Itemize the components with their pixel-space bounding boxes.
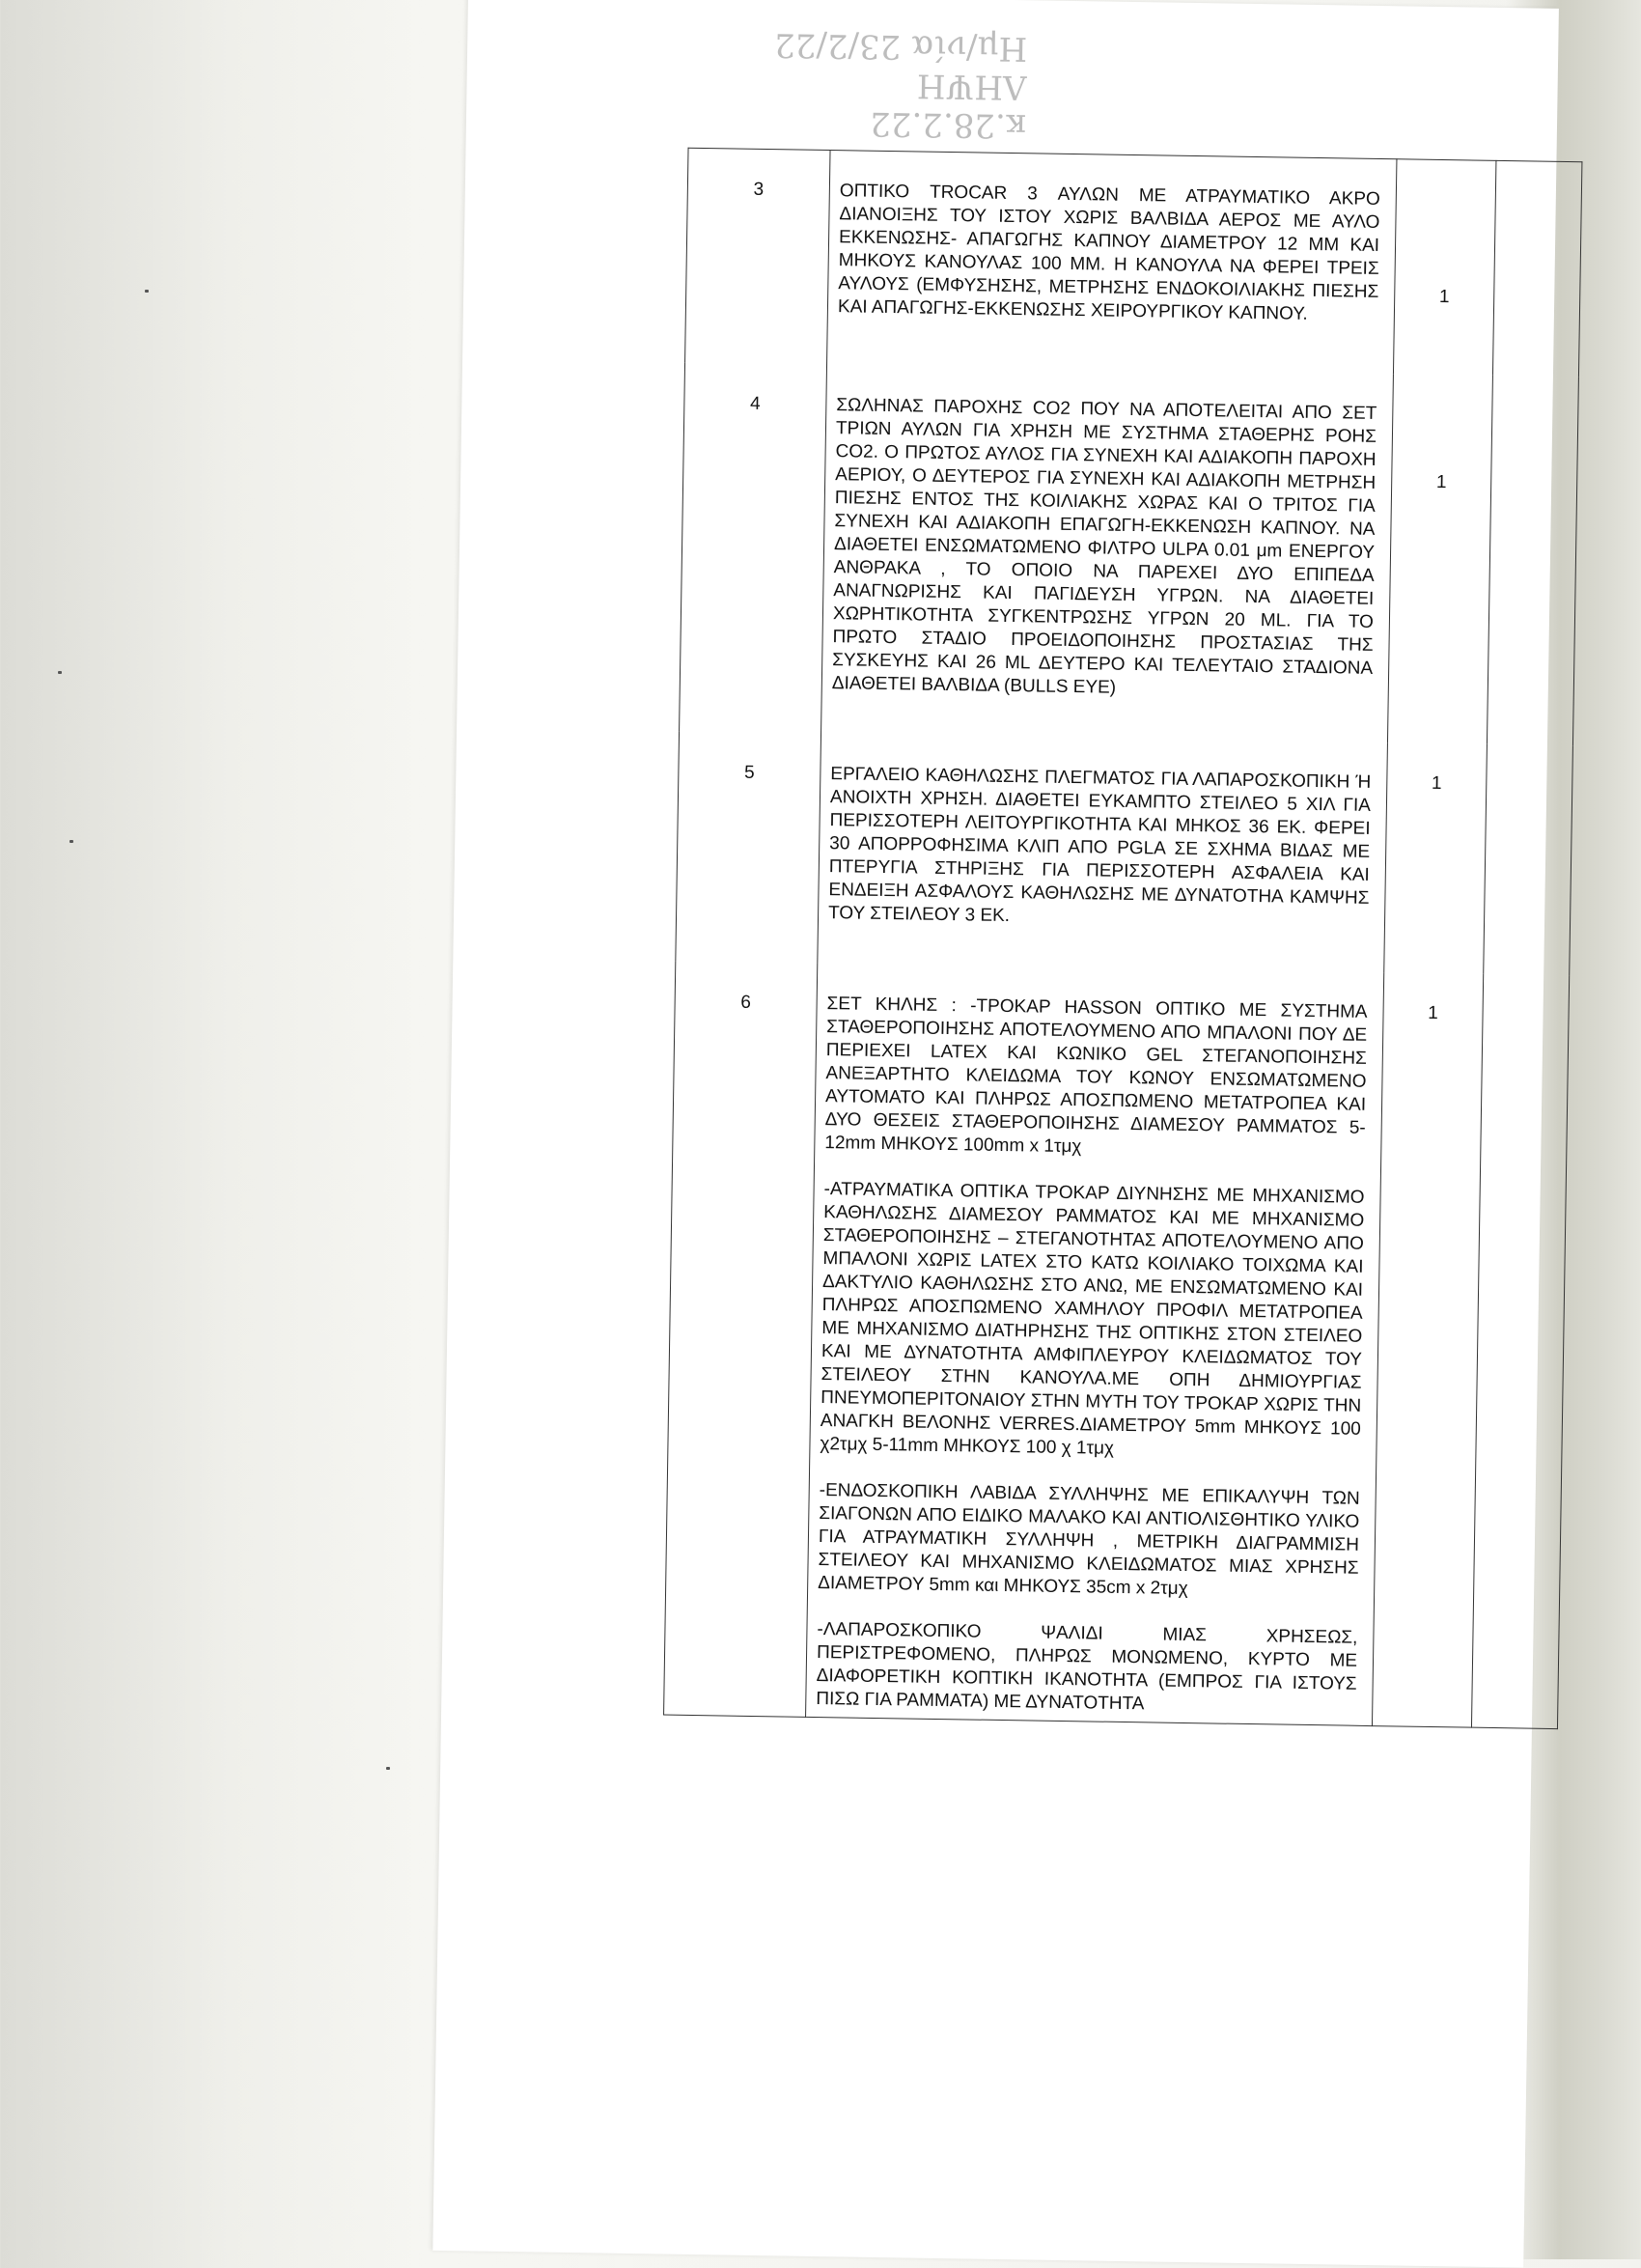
- item-number: 5: [676, 732, 821, 964]
- description-paragraph: ΣΕΤ ΚΗΛΗΣ : -ΤΡΟΚΑΡ HASSON ΟΠΤΙΚΟ ΜΕ ΣΥΣΤΗΜΑ ΣΤΑΘΕΡΟΠΟΙΗΣΗΣ ΑΠΟΤΕΛΟΥΜΕΝΟ ΑΠΟ ΜΠΑΛΟΝΙ ΠΟΥ ΔΕ ΠΕΡΙΕΧΕΙ LATEX ΚΑΙ ΚΩΝΙΚΟ GEL ΣΤΕΓΑΝΟΠΟΙΗΣΗΣ ΑΝΕΞΑΡΤΗΤΟ ΚΛΕΙΔΩΜΑ ΤΟΥ ΚΩΝΟΥ ΕΝΣΩΜΑΤΩΜΕΝΟ ΑΥΤΟΜΑΤΟ ΚΑΙ ΠΛΗΡΩΣ ΑΠΟΣΠΩΜΕΝΟ ΜΕΤΑΤΡΟΠΕΑ ΚΑΙ ΔΥΟ ΘΕΣΕΙΣ ΣΤΑΘΕΡΟΠΟΙΗΣΗΣ ΔΙΑΜΕΣΟΥ ΡΑΜΜΑΤΟΣ 5-12mm ΜΗΚΟΥΣ 100mm x 1τμχ: [824, 994, 1368, 1158]
- empty-column: [1471, 974, 1569, 1729]
- item-quantity: 1: [1393, 159, 1495, 376]
- scan-speck: [386, 1767, 390, 1770]
- handwritten-note: [775, 15, 1028, 145]
- empty-column: [1484, 744, 1573, 975]
- description-paragraph: ΕΡΓΑΛΕΙΟ ΚΑΘΗΛΩΣΗΣ ΠΛΕΓΜΑΤΟΣ ΓΙΑ ΛΑΠΑΡΟΣΚΟΠΙΚΗ Ή ΑΝΟΙΧΤΗ ΧΡΗΣΗ. ΔΙΑΘΕΤΕΙ ΕΥΚΑΜΠΤΟ ΣΤΕΙΛΕΟ 5 ΧΙΛ ΓΙΑ ΠΕΡΙΣΣΟΤΕΡΗ ΛΕΙΤΟΥΡΓΙΚΟΤΗΤΑ ΚΑΙ ΜΗΚΟΣ 36 ΕΚ. ΦΕΡΕΙ 30 ΑΠΟΡΡΟΦΗΣΙΜΑ ΚΛΙΠ ΑΠΟ PGLA ΣΕ ΣΧΗΜΑ ΒΙΔΑΣ ΜΕ ΠΤΕΡΥΓΙΑ ΣΤΗΡΙΞΗΣ ΓΙΑ ΠΕΡΙΣΣΟΤΕΡΗ ΑΣΦΑΛΕΙΑ ΚΑΙ ΕΝΔΕΙΞΗ ΑΣΦΑΛΟΥΣ ΚΑΘΗΛΩΣΗΣ ΜΕ ΔΥΝΑΤΟΤΗΑ ΚΑΜΨΗΣ ΤΟΥ ΣΤΕΙΛΕΟΥ 3 ΕΚ.: [827, 764, 1372, 927]
- table-row: [680, 363, 1579, 745]
- table-row: [685, 148, 1582, 377]
- handwritten-line: Ημ/νία 23/2/22: [773, 25, 1028, 69]
- scan-speck: [70, 840, 73, 843]
- scan-speck: [58, 671, 62, 674]
- handwritten-line: ΛΗΨΗ: [916, 66, 1027, 107]
- specification-table: [663, 148, 1582, 1729]
- description-paragraph: -ΑΤΡΑΥΜΑΤΙΚΑ ΟΠΤΙΚΑ ΤΡΟΚΑΡ ΔΙΥΝΗΣΗΣ ΜΕ ΜΗΧΑΝΙΣΜΟ ΚΑΘΗΛΩΣΗΣ ΔΙΑΜΕΣΟΥ ΡΑΜΜΑΤΟΣ ΚΑΙ ΜΕ ΜΗΧΑΝΙΣΜΟ ΣΤΑΘΕΡΟΠΟΙΗΣΗΣ – ΣΤΕΓΑΝΟΤΗΤΑΣ ΑΠΟΤΕΛΟΥΜΕΝΟ ΑΠΟ ΜΠΑΛΟΝΙ ΧΩΡΙΣ LATEX ΣΤΟ ΚΑΤΩ ΚΟΙΛΙΑΚΟ ΤΟΙΧΩΜΑ ΚΑΙ ΔΑΚΤΥΛΙΟ ΚΑΘΗΛΩΣΗΣ ΣΤΟ ΑΝΩ, ΜΕ ΕΝΣΩΜΑΤΩΜΕΝΟ ΚΑΙ ΠΛΗΡΩΣ ΑΠΟΣΠΩΜΕΝΟ ΧΑΜΗΛΟΥ ΠΡΟΦΙΛ ΜΕΤΑΤΡΟΠΕΑ ΜΕ ΜΗΧΑΝΙΣΜΟ ΔΙΑΤΗΡΗΣΗΣ ΤΗΣ ΟΠΤΙΚΗΣ ΣΤΟΝ ΣΤΕΙΛΕΟ ΚΑΙ ΜΕ ΔΥΝΑΤΟΤΗΤΑ ΑΜΦΙΠΛΕΥΡΟΥ ΚΛΕΙΔΩΜΑΤΟΣ ΤΟΥ ΣΤΕΙΛΕΟΥ ΣΤΗΝ ΚΑΝΟΥΛΑ.ΜΕ ΟΠΗ ΔΗΜΙΟΥΡΓΙΑΣ ΠΝΕΥΜΟΠΕΡΙΤΟΝΑΙΟΥ ΣΤΗΝ ΜΥΤΗ ΤΟΥ ΤΡΟΚΑΡ ΧΩΡΙΣ ΤΗΝ ΑΝΑΓΚΗ ΒΕΛΟΝΗΣ VERRES.ΔΙΑΜΕΤΡΟΥ 5mm ΜΗΚΟΥΣ 100 χ2τμχ 5-11mm ΜΗΚΟΥΣ 100 χ 1τμχ: [820, 1179, 1365, 1459]
- table-row: [676, 732, 1573, 976]
- item-number: 3: [685, 148, 830, 365]
- scan-speck: [145, 290, 149, 293]
- empty-column: [1487, 376, 1578, 745]
- item-number: 6: [664, 962, 818, 1718]
- item-quantity: 1: [1372, 972, 1483, 1727]
- empty-column: [1492, 160, 1581, 377]
- table-row: [664, 962, 1570, 1729]
- item-quantity: 1: [1387, 374, 1492, 744]
- item-description: [827, 151, 1397, 375]
- item-description: [806, 964, 1384, 1726]
- description-paragraph: ΟΠΤΙΚΟ TROCAR 3 ΑΥΛΩΝ ΜΕ ΑΤΡΑΥΜΑΤΙΚΟ ΑΚΡΟ ΔΙΑΝΟΙΞΗΣ ΤΟΥ ΙΣΤΟΥ ΧΩΡΙΣ ΒΑΛΒΙΔΑ ΑΕΡΟΣ ΜΕ ΑΥΛΟ ΕΚΚΕΝΩΣΗΣ- ΑΠΑΓΩΓΗΣ ΚΑΠΝΟΥ ΔΙΑΜΕΤΡΟΥ 12 ΜΜ ΚΑΙ ΜΗΚΟΥΣ ΚΑΝΟΥΛΑΣ 100 ΜΜ. Η ΚΑΝΟΥΛΑ ΝΑ ΦΕΡΕΙ ΤΡΕΙΣ ΑΥΛΟΥΣ (ΕΜΦΥΣΗΣΗΣ, ΜΕΤΡΗΣΗΣ ΕΝΔΟΚΟΙΛΙΑΚΗΣ ΠΙΕΣΗΣ ΚΑΙ ΑΠΑΓΩΓΗΣ-ΕΚΚΕΝΩΣΗΣ ΧΕΙΡΟΥΡΓΙΚΟΥ ΚΑΠΝΟΥ.: [837, 181, 1380, 324]
- description-paragraph: -ΛΑΠΑΡΟΣΚΟΠΙΚΟ ΨΑΛΙΔΙ ΜΙΑΣ ΧΡΗΣΕΩΣ, ΠΕΡΙΣΤΡΕΦΟΜΕΝΟ, ΠΛΗΡΩΣ ΜΟΝΩΜΕΝΟ, ΚΥΡΤΟ ΜΕ ΔΙΑΦΟΡΕΤΙΚΗ ΚΟΠΤΙΚΗ ΙΚΑΝΟΤΗΤΑ (ΕΜΠΡΟΣ ΓΙΑ ΙΣΤΟΥΣ ΠΙΣΩ ΓΙΑ ΡΑΜΜΑΤΑ) ΜΕ ΔΥΝΑΤΟΤΗΤΑ: [816, 1619, 1358, 1715]
- description-paragraph: ΣΩΛΗΝΑΣ ΠΑΡΟΧΗΣ CO2 ΠΟΥ ΝΑ ΑΠΟΤΕΛΕΙΤΑΙ ΑΠΟ ΣΕΤ ΤΡΙΩΝ ΑΥΛΩΝ ΓΙΑ ΧΡΗΣΗ ΜΕ ΣΥΣΤΗΜΑ ΣΤΑΘΕΡΗΣ ΡΟΗΣ CO2. Ο ΠΡΩΤΟΣ ΑΥΛΟΣ ΓΙΑ ΣΥΝΕΧΗ ΚΑΙ ΑΔΙΑΚΟΠΗ ΠΑΡΟΧΗ ΑΕΡΙΟΥ, Ο ΔΕΥΤΕΡΟΣ ΓΙΑ ΣΥΝΕΧΗ ΚΑΙ ΑΔΙΑΚΟΠΗ ΜΕΤΡΗΣΗ ΠΙΕΣΗΣ ΕΝΤΟΣ ΤΗΣ ΚΟΙΛΙΑΚΗΣ ΧΩΡΑΣ ΚΑΙ Ο ΤΡΙΤΟΣ ΓΙΑ ΣΥΝΕΧΗ ΚΑΙ ΑΔΙΑΚΟΠΗ ΕΠΑΓΩΓΗ-ΕΚΚΕΝΩΣΗ ΚΑΠΝΟΥ. ΝΑ ΔΙΑΘΕΤΕΙ ΕΝΣΩΜΑΤΩΜΕΝΟ ΦΙΛΤΡΟ ULPA 0.01 μm ΕΝΕΡΓΟΥ ΑΝΘΡΑΚΑ , ΤΟ ΟΠΟΙΟ ΝΑ ΠΑΡΕΧΕΙ ΔΥΟ ΕΠΙΠΕΔΑ ΑΝΑΓΝΩΡΙΣΗΣ ΚΑΙ ΠΑΓΙΔΕΥΣΗ ΥΓΡΩΝ. ΝΑ ΔΙΑΘΕΤΕΙ ΧΩΡΗΤΙΚΟΤΗΤΑ ΣΥΓΚΕΝΤΡΩΣΗΣ ΥΓΡΩΝ 20 ML. ΓΙΑ ΤΟ ΠΡΩΤΟ ΣΤΑΔΙΟ ΠΡΟΕΙΔΟΠΟΙΗΣΗΣ ΠΡΟΣΤΑΣΙΑΣ ΤΗΣ ΣΥΣΚΕΥΗΣ ΚΑΙ 26 ML ΔΕΥΤΕΡΟ ΚΑΙ ΤΕΛΕΥΤΑΙΟ ΣΤΑΔΙΟΝΑ ΔΙΑΘΕΤΕΙ ΒΑΛΒΙΔΑ (BULLS EYE): [831, 395, 1377, 698]
- item-number: 4: [680, 363, 827, 734]
- item-quantity: 1: [1384, 742, 1488, 974]
- description-paragraph: -ΕΝΔΟΣΚΟΠΙΚΗ ΛΑΒΙΔΑ ΣΥΛΛΗΨΗΣ ΜΕ ΕΠΙΚΑΛΥΨΗ ΤΩΝ ΣΙΑΓΟΝΩΝ ΑΠΟ ΕΙΔΙΚΟ ΜΑΛΑΚΟ ΚΑΙ ΑΝΤΙΟΛΙΣΘΗΤΙΚΟ ΥΛΙΚΟ ΓΙΑ ΑΤΡΑΥΜΑΤΙΚΗ ΣΥΛΛΗΨΗ , ΜΕΤΡΙΚΗ ΔΙΑΓΡΑΜΜΙΣΗ ΣΤΕΙΛΕΟΥ ΚΑΙ ΜΗΧΑΝΙΣΜΟ ΚΛΕΙΔΩΜΑΤΟΣ ΜΙΑΣ ΧΡΗΣΗΣ ΔΙΑΜΕΤΡΟΥ 5mm και ΜΗΚΟΥΣ 35cm x 2τμχ: [818, 1480, 1360, 1600]
- document-sheet: [432, 0, 1559, 2268]
- item-description: [818, 734, 1388, 972]
- handwritten-line: κ.28.2.22: [869, 103, 1027, 146]
- item-description: [821, 365, 1394, 742]
